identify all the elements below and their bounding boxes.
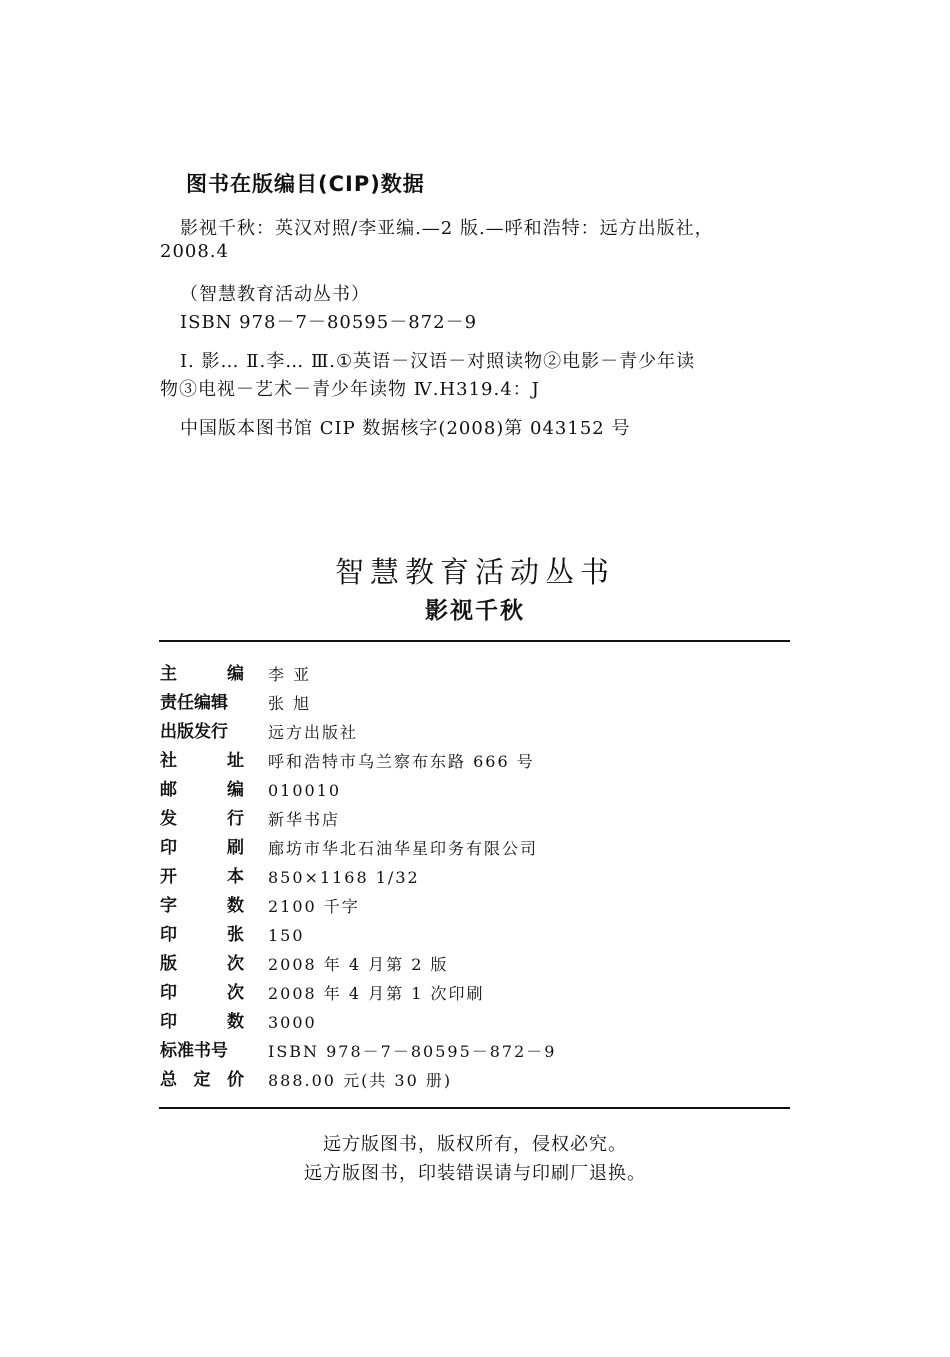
series-title: 智慧教育活动丛书: [334, 555, 615, 589]
info-label: [160, 834, 244, 863]
info-label: [160, 660, 244, 689]
info-label: [160, 950, 244, 979]
info-value: 2008 年 4 月第 1 次印刷: [268, 984, 485, 1003]
top-rule: [159, 640, 790, 642]
info-label-part: 责任编辑: [160, 693, 228, 713]
cip-heading: 图书在版编目(CIP)数据: [186, 172, 425, 196]
info-value: 150: [268, 926, 305, 945]
info-label: [160, 863, 244, 892]
info-row: [160, 689, 800, 718]
info-label-part: 刷: [227, 838, 244, 858]
info-label-part: 主: [160, 664, 177, 684]
info-label-part: 总: [160, 1070, 177, 1090]
info-value: 呼和浩特市乌兰察布东路 666 号: [268, 752, 535, 771]
info-label: [160, 1066, 244, 1095]
info-row: [160, 718, 800, 747]
info-label: [160, 892, 244, 921]
info-label-part: 次: [227, 954, 244, 974]
info-label: [160, 776, 244, 805]
info-label-part: 价: [227, 1070, 244, 1090]
info-value: ISBN 978－7－80595－872－9: [268, 1042, 557, 1061]
info-label-part: 定: [193, 1070, 211, 1090]
info-label-part: 编: [227, 780, 244, 800]
info-label-part: 行: [227, 809, 244, 829]
book-title: 影视千秋: [425, 598, 525, 624]
info-label-part: 字: [160, 896, 177, 916]
info-row: [160, 747, 800, 776]
info-value: 张 旭: [268, 694, 312, 713]
info-label-part: 印: [160, 838, 177, 858]
info-label-part: 张: [227, 925, 244, 945]
info-label-part: 址: [227, 751, 244, 771]
info-label: [160, 921, 244, 950]
info-label-part: 印: [160, 925, 177, 945]
info-value: 010010: [268, 781, 342, 800]
info-label-part: 本: [227, 867, 244, 887]
info-label-part: 邮: [160, 780, 177, 800]
return-notice: 远方版图书，印装错误请与印刷厂退换。: [304, 1163, 646, 1184]
info-value: 李 亚: [268, 665, 312, 684]
info-label-part: 社: [160, 751, 177, 771]
info-label-part: 数: [227, 1012, 244, 1032]
info-row: [160, 834, 800, 863]
info-row: [160, 1008, 800, 1037]
cip-line-record: 中国版本图书馆 CIP 数据核字(2008)第 043152 号: [180, 418, 631, 439]
info-value: 新华书店: [268, 810, 341, 829]
info-row: [160, 805, 800, 834]
cip-line-classification-1: I. 影… Ⅱ.李… Ⅲ.①英语－汉语－对照读物②电影－青少年读: [180, 351, 696, 372]
info-row: [160, 1066, 800, 1095]
info-row: [160, 776, 800, 805]
info-label-part: 数: [227, 896, 244, 916]
info-label-part: 编: [227, 664, 244, 684]
info-label-part: 次: [227, 983, 244, 1003]
cip-line-date: 2008.4: [160, 241, 229, 262]
info-row: [160, 863, 800, 892]
info-row: [160, 892, 800, 921]
info-label-part: 印: [160, 1012, 177, 1032]
info-label-part: 印: [160, 983, 177, 1003]
info-value: 廊坊市华北石油华星印务有限公司: [268, 839, 539, 858]
info-row: [160, 1037, 800, 1066]
bottom-rule: [159, 1107, 790, 1109]
info-label-part: 版: [160, 954, 177, 974]
info-value: 远方出版社: [268, 723, 359, 742]
info-label: [160, 979, 244, 1008]
info-label-part: 发: [160, 809, 177, 829]
info-row: [160, 660, 800, 689]
cip-line-series: （智慧教育活动丛书）: [180, 284, 370, 305]
info-label: [160, 718, 244, 747]
info-value: 888.00 元(共 30 册): [268, 1071, 453, 1090]
cip-line-isbn: ISBN 978－7－80595－872－9: [180, 312, 478, 333]
info-row: [160, 950, 800, 979]
cip-line-title: 影视千秋：英汉对照/李亚编.—2 版.—呼和浩特：远方出版社，: [180, 218, 714, 239]
info-label: [160, 689, 244, 718]
cip-line-classification-2: 物③电视－艺术－青少年读物 Ⅳ.H319.4：J: [160, 379, 540, 400]
info-value: 850×1168 1/32: [268, 868, 420, 887]
info-label-part: 标准书号: [160, 1041, 228, 1061]
publication-info: [160, 660, 800, 1095]
info-label: [160, 747, 244, 776]
info-label: [160, 1037, 244, 1066]
info-label: [160, 805, 244, 834]
info-row: [160, 979, 800, 1008]
info-value: 2100 千字: [268, 897, 360, 916]
info-value: 2008 年 4 月第 2 版: [268, 955, 449, 974]
info-label-part: 开: [160, 867, 177, 887]
info-value: 3000: [268, 1013, 317, 1032]
info-row: [160, 921, 800, 950]
info-label: [160, 1008, 244, 1037]
copyright-notice: 远方版图书，版权所有，侵权必究。: [323, 1134, 627, 1155]
info-label-part: 出版发行: [160, 722, 228, 742]
